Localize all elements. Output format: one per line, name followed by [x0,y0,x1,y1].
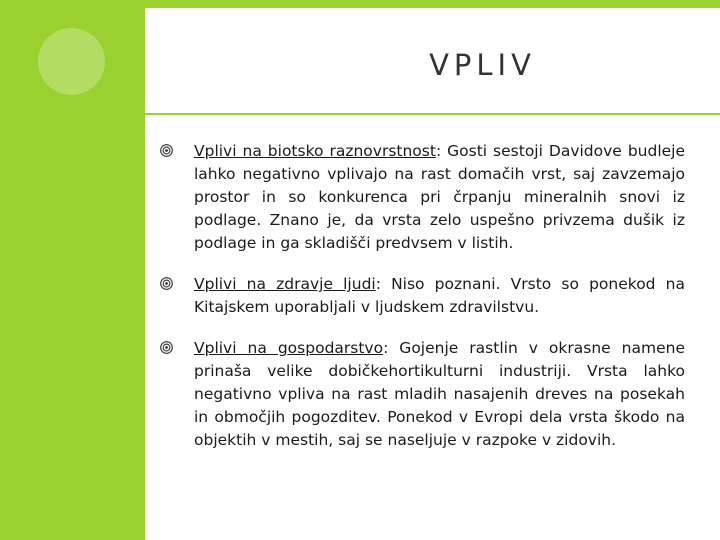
top-accent-band [145,0,720,8]
left-accent-bar [0,0,145,540]
bullet-term: Vplivi na biotsko raznovrstnost [194,142,436,160]
bullet-item-economy [160,337,685,452]
target-icon [160,273,194,290]
bullet-term: Vplivi na zdravje ljudi [194,275,376,293]
bullet-item-biodiversity [160,140,685,255]
decorative-circle [38,28,105,95]
bullet-body: : Niso poznani. Vrsto so ponekod na Kitajskem uporabljali v ljudskem zdravilstvu. [194,275,685,316]
bullet-body: : Gojenje rastlin v okrasne namene prinaša velike dobičkehortikulturni industriji. Vrsta lahko negativno vpliva na rast mladih nasajenih dreves na posekah in območjih pogozditev. Ponekod v Evropi dela vrsta škodo na objektih v mestih, saj se naseljuje v razpoke v zidovih. [194,339,686,449]
bullet-list [160,140,685,470]
target-icon [160,140,194,157]
title-divider [145,113,720,115]
bullet-term: Vplivi na gospodarstvo [194,339,384,357]
target-icon [160,337,194,354]
bullet-item-health [160,273,685,319]
bullet-body: : Gosti sestoji Davidove budleje lahko negativno vplivajo na rast domačih vrst, saj zavzemajo prostor in so konkurenca pri črpanju mineralnih snovi iz podlage. Znano je, da vrsta zelo uspešno privzema dušik iz podlage in ga skladišči predvsem v listih. [194,142,685,252]
slide-title: VPLIV [429,48,536,82]
